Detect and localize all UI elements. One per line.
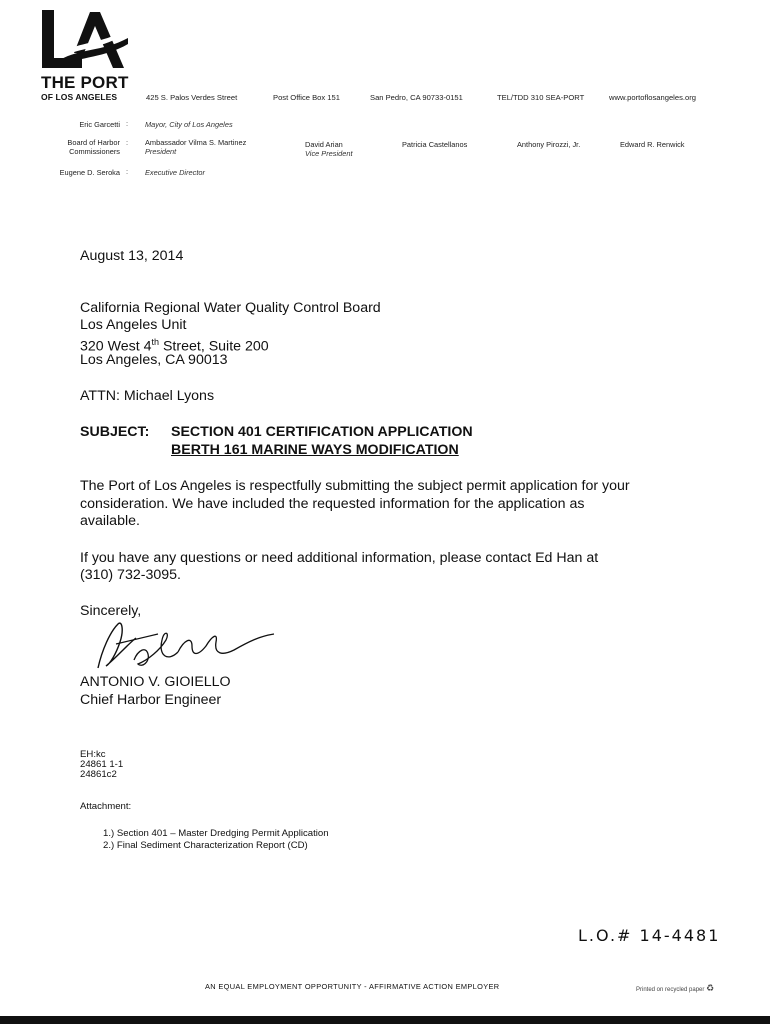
mayor-name: Eric Garcetti bbox=[79, 120, 120, 129]
closing: Sincerely, bbox=[80, 603, 142, 619]
paragraph-1-line1: The Port of Los Angeles is respectfully submitting the subject permit application for your bbox=[80, 478, 630, 494]
attachment-item-1: 1.) Section 401 – Master Dredging Permit Application bbox=[103, 828, 329, 839]
officer-separator: : bbox=[126, 167, 129, 176]
paragraph-1-line2: consideration. We have included the requested information for the application as bbox=[80, 496, 585, 512]
attention-line: ATTN: Michael Lyons bbox=[80, 388, 215, 404]
scan-edge bbox=[0, 1016, 770, 1024]
eeo-footer: AN EQUAL EMPLOYMENT OPPORTUNITY - AFFIRMATIVE ACTION EMPLOYER bbox=[205, 982, 500, 991]
paragraph-2-line2: (310) 732-3095. bbox=[80, 567, 181, 583]
subject-line1: SECTION 401 CERTIFICATION APPLICATION bbox=[171, 424, 473, 440]
letterhead-phone: TEL/TDD 310 SEA-PORT bbox=[497, 93, 585, 102]
executive-director-title: Executive Director bbox=[145, 168, 205, 177]
attachment-item-2: 2.) Final Sediment Characterization Report (CD) bbox=[103, 840, 308, 851]
subject-label: SUBJECT: bbox=[80, 424, 150, 440]
logo-text-of-los-angeles: OF LOS ANGELES bbox=[41, 92, 118, 102]
subject-line2: BERTH 161 MARINE WAYS MODIFICATION bbox=[171, 442, 459, 458]
recipient-line1: California Regional Water Quality Control Board bbox=[80, 300, 381, 316]
letter-date: August 13, 2014 bbox=[80, 248, 184, 264]
paragraph-1-line3: available. bbox=[80, 513, 140, 529]
signer-title: Chief Harbor Engineer bbox=[80, 692, 222, 708]
letterhead-address: 425 S. Palos Verdes Street bbox=[146, 93, 238, 102]
recycle-icon: ♻ bbox=[706, 983, 715, 993]
letterhead-po-box: Post Office Box 151 bbox=[273, 93, 340, 102]
handwritten-signature bbox=[88, 610, 278, 676]
printed-on-recycled-paper: Printed on recycled paper ♻ bbox=[636, 983, 715, 993]
president-name: Ambassador Vilma S. Martinez bbox=[145, 138, 247, 147]
vice-president-name: David Arian bbox=[305, 140, 343, 149]
officer-separator: : bbox=[126, 119, 129, 128]
paragraph-2-line1: If you have any questions or need additional information, please contact Ed Han at bbox=[80, 550, 599, 566]
reference-initials: EH:kc bbox=[80, 749, 106, 760]
signer-name: ANTONIO V. GIOIELLO bbox=[80, 674, 231, 690]
commissioner-renwick: Edward R. Renwick bbox=[620, 140, 685, 149]
attachment-label: Attachment: bbox=[80, 801, 132, 812]
letterhead-website: www.portoflosangeles.org bbox=[609, 93, 696, 102]
ordinal-suffix: th bbox=[151, 337, 160, 347]
recipient-line4: Los Angeles, CA 90013 bbox=[80, 352, 228, 368]
vice-president-title: Vice President bbox=[305, 149, 353, 158]
handwritten-log-number: L.O.# 14-4481 bbox=[578, 926, 721, 945]
president-title: President bbox=[145, 147, 177, 156]
board-label-line2: Commissioners bbox=[69, 147, 120, 156]
commissioner-castellanos: Patricia Castellanos bbox=[402, 140, 468, 149]
reference-code-1: 24861 1-1 bbox=[80, 759, 124, 770]
letterhead-city: San Pedro, CA 90733-0151 bbox=[370, 93, 463, 102]
reference-code-2: 24861c2 bbox=[80, 769, 117, 780]
board-label-line1: Board of Harbor bbox=[67, 138, 120, 147]
mayor-title: Mayor, City of Los Angeles bbox=[145, 120, 233, 129]
recipient-line2: Los Angeles Unit bbox=[80, 317, 187, 333]
officer-separator: : bbox=[126, 138, 129, 147]
logo-text-the-port: THE PORT bbox=[41, 73, 129, 92]
port-of-la-logo bbox=[40, 8, 130, 80]
recipient-line3: 320 West 4th Street, Suite 200 bbox=[80, 337, 269, 355]
commissioner-pirozzi: Anthony Pirozzi, Jr. bbox=[517, 140, 581, 149]
executive-director-name: Eugene D. Seroka bbox=[59, 168, 120, 177]
